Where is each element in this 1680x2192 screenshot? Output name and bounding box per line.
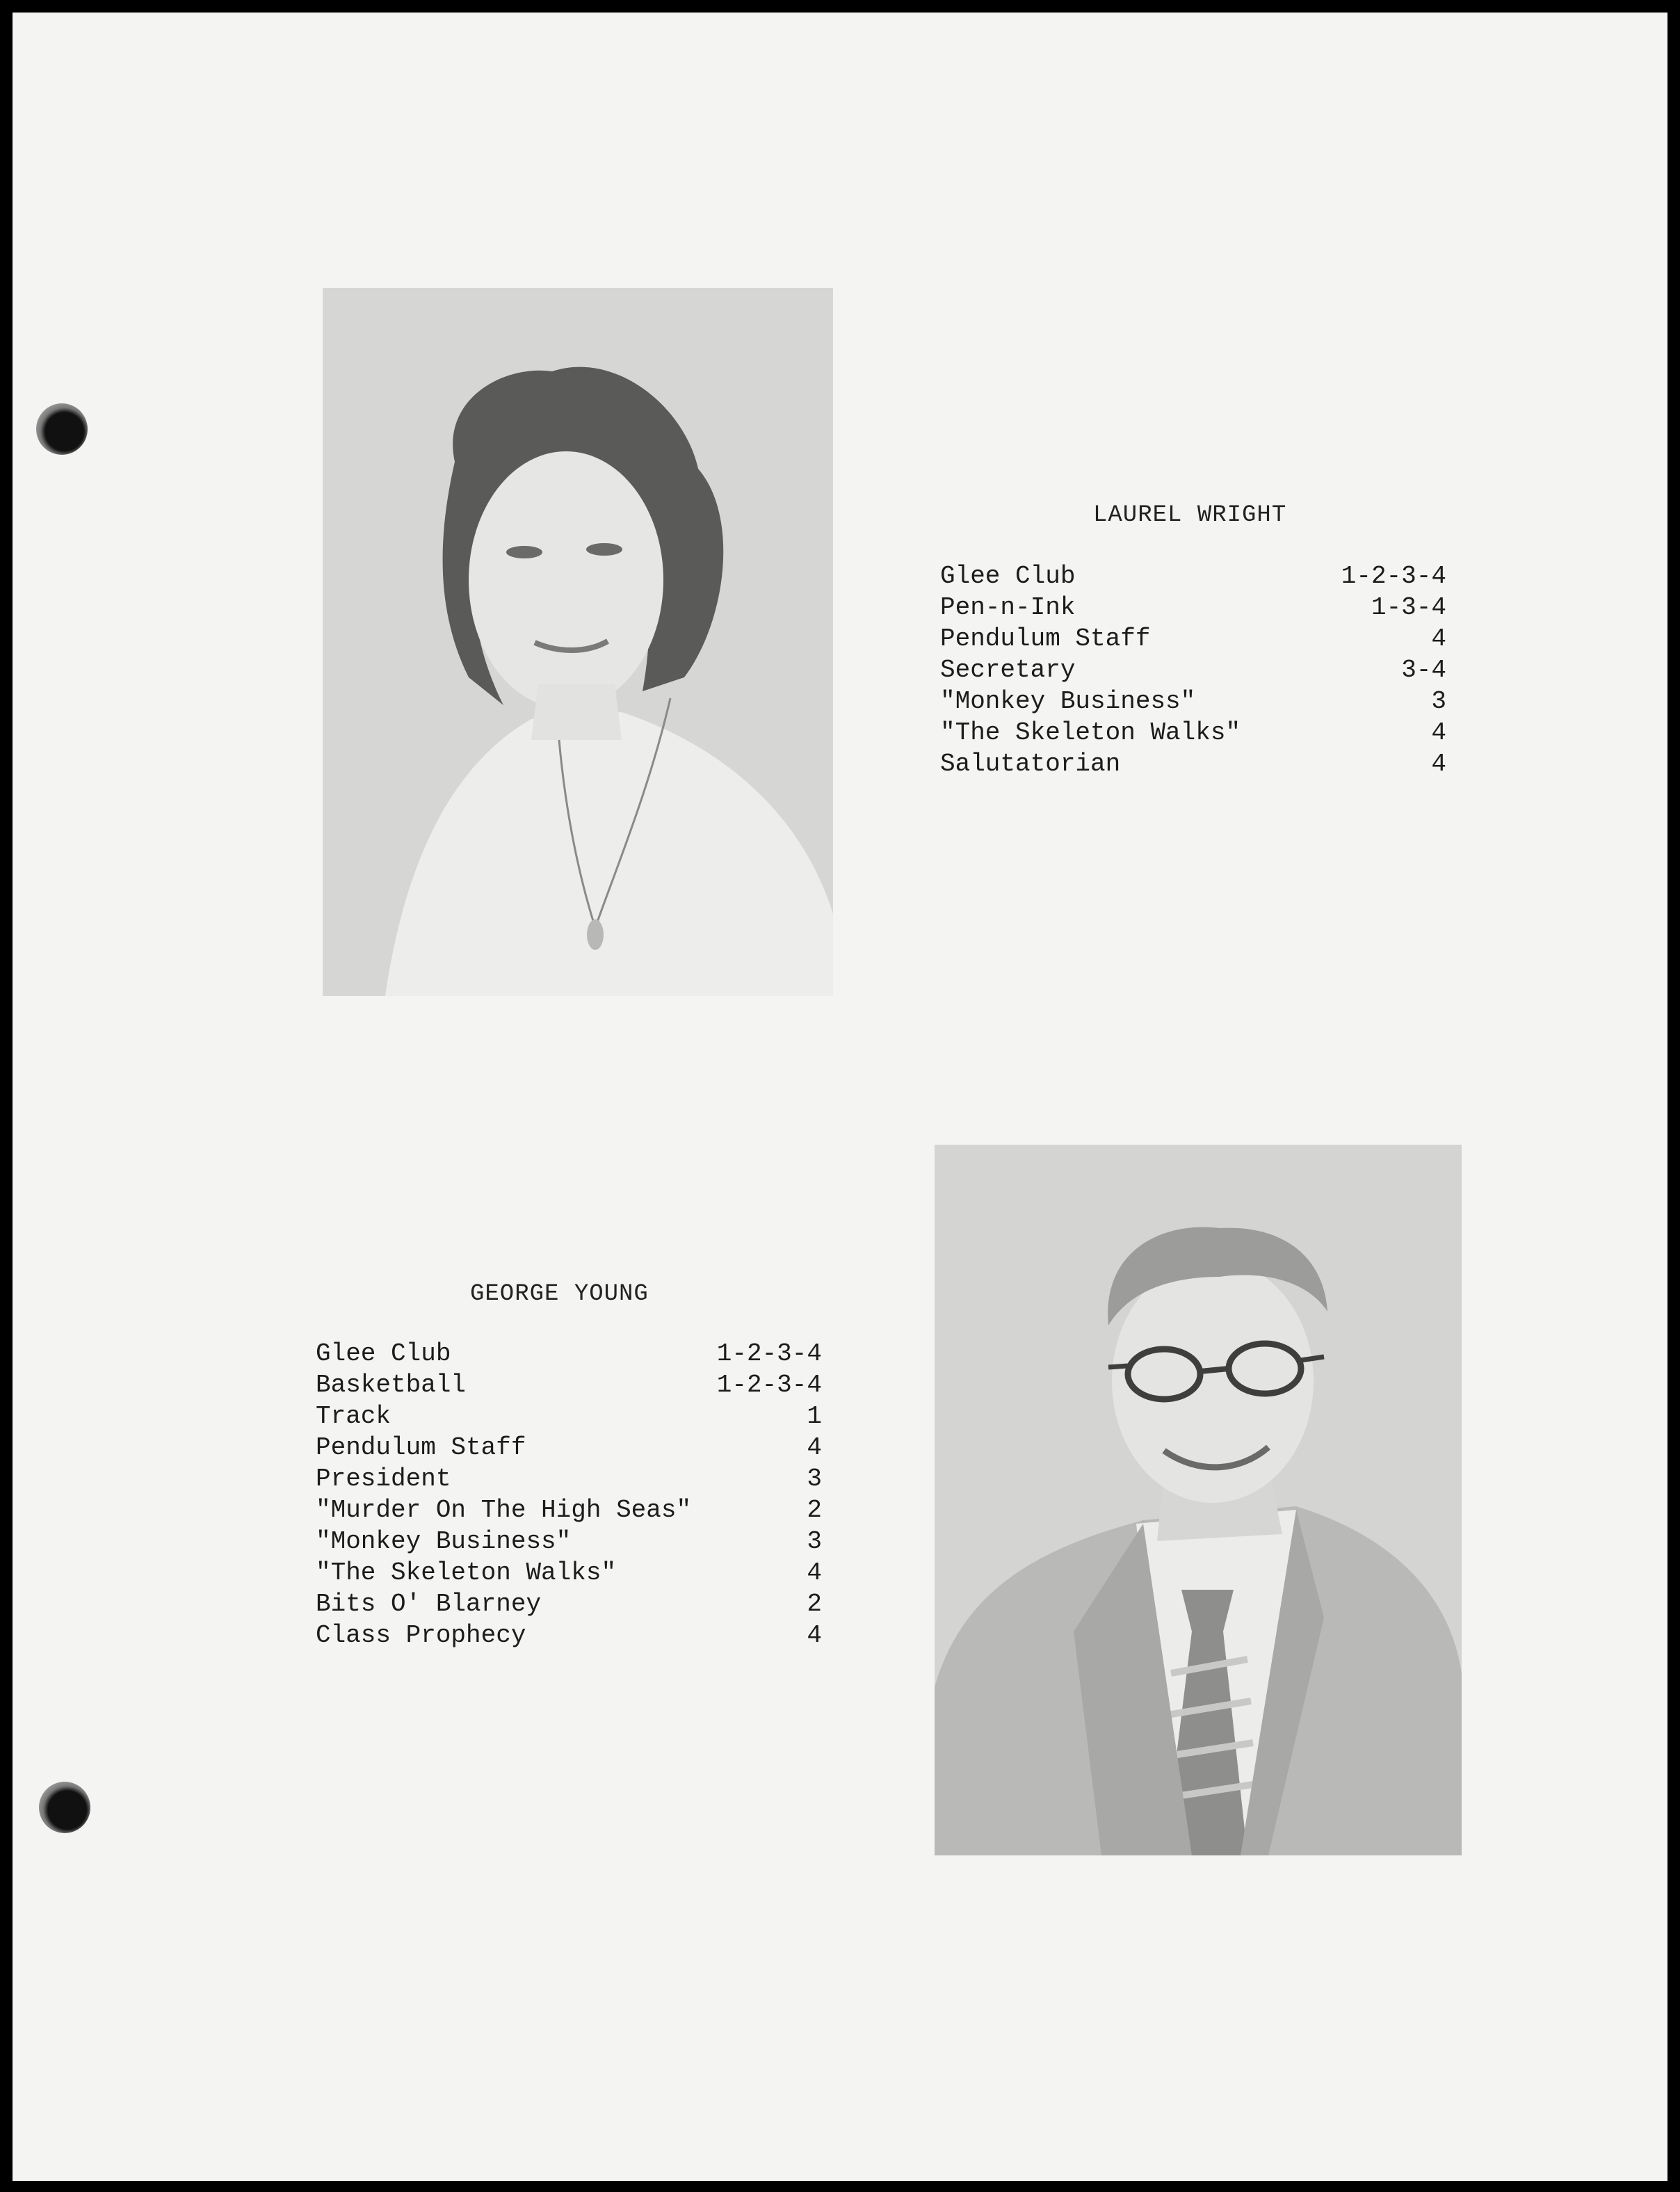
activity-years: 3 xyxy=(1431,687,1446,716)
activity-label: "Monkey Business" xyxy=(316,1527,572,1556)
activity-list xyxy=(940,561,1446,780)
activity-years: 3 xyxy=(807,1465,822,1493)
activity-years: 4 xyxy=(807,1433,822,1462)
activity-row xyxy=(316,1401,822,1432)
activity-years: 4 xyxy=(1431,624,1446,653)
activity-row xyxy=(316,1432,822,1463)
portrait-photo-george-young xyxy=(935,1145,1462,1855)
activity-label: Pendulum Staff xyxy=(940,624,1151,653)
activity-years: 3 xyxy=(807,1527,822,1556)
activity-years: 3-4 xyxy=(1401,656,1446,684)
activity-row xyxy=(940,748,1446,780)
activity-list xyxy=(316,1338,822,1651)
activity-row xyxy=(940,686,1446,717)
activity-label: Glee Club xyxy=(316,1339,451,1368)
activity-years: 4 xyxy=(807,1558,822,1587)
activity-years: 2 xyxy=(807,1590,822,1618)
activity-label: Basketball xyxy=(316,1371,467,1399)
activity-label: Glee Club xyxy=(940,562,1076,590)
activity-years: 4 xyxy=(1431,750,1446,778)
activity-row xyxy=(940,592,1446,623)
activity-years: 1-2-3-4 xyxy=(716,1339,822,1368)
activity-label: "The Skeleton Walks" xyxy=(940,718,1241,747)
activity-label: Pendulum Staff xyxy=(316,1433,526,1462)
activity-label: President xyxy=(316,1465,451,1493)
activity-years: 4 xyxy=(807,1621,822,1650)
activity-row xyxy=(316,1338,822,1369)
activity-label: Pen-n-Ink xyxy=(940,593,1076,622)
activity-years: 2 xyxy=(807,1496,822,1524)
activity-row xyxy=(316,1463,822,1494)
yearbook-page xyxy=(13,13,1667,2181)
activity-row xyxy=(316,1557,822,1588)
activity-row xyxy=(940,623,1446,654)
binder-hole-bottom xyxy=(39,1782,90,1833)
activity-row xyxy=(316,1369,822,1401)
activity-years: 4 xyxy=(1431,718,1446,747)
activity-label: Bits O' Blarney xyxy=(316,1590,542,1618)
activity-years: 1-3-4 xyxy=(1371,593,1446,622)
activity-row xyxy=(316,1588,822,1620)
activity-row xyxy=(316,1620,822,1651)
activity-label: "The Skeleton Walks" xyxy=(316,1558,617,1587)
student-name: GEORGE YOUNG xyxy=(470,1281,649,1307)
activity-years: 1-2-3-4 xyxy=(1341,562,1446,590)
activity-label: Class Prophecy xyxy=(316,1621,526,1650)
activity-label: Secretary xyxy=(940,656,1076,684)
activity-row xyxy=(316,1526,822,1557)
activity-label: "Monkey Business" xyxy=(940,687,1196,716)
binder-hole-top xyxy=(36,403,88,455)
portrait-photo-laurel-wright xyxy=(323,288,833,996)
activity-label: Track xyxy=(316,1402,391,1431)
activity-label: Salutatorian xyxy=(940,750,1121,778)
activity-row xyxy=(940,561,1446,592)
activity-row xyxy=(316,1494,822,1526)
activity-label: "Murder On The High Seas" xyxy=(316,1496,692,1524)
activity-years: 1-2-3-4 xyxy=(716,1371,822,1399)
activity-years: 1 xyxy=(807,1402,822,1431)
activity-row xyxy=(940,717,1446,748)
student-name: LAUREL WRIGHT xyxy=(1093,502,1287,529)
activity-row xyxy=(940,654,1446,686)
